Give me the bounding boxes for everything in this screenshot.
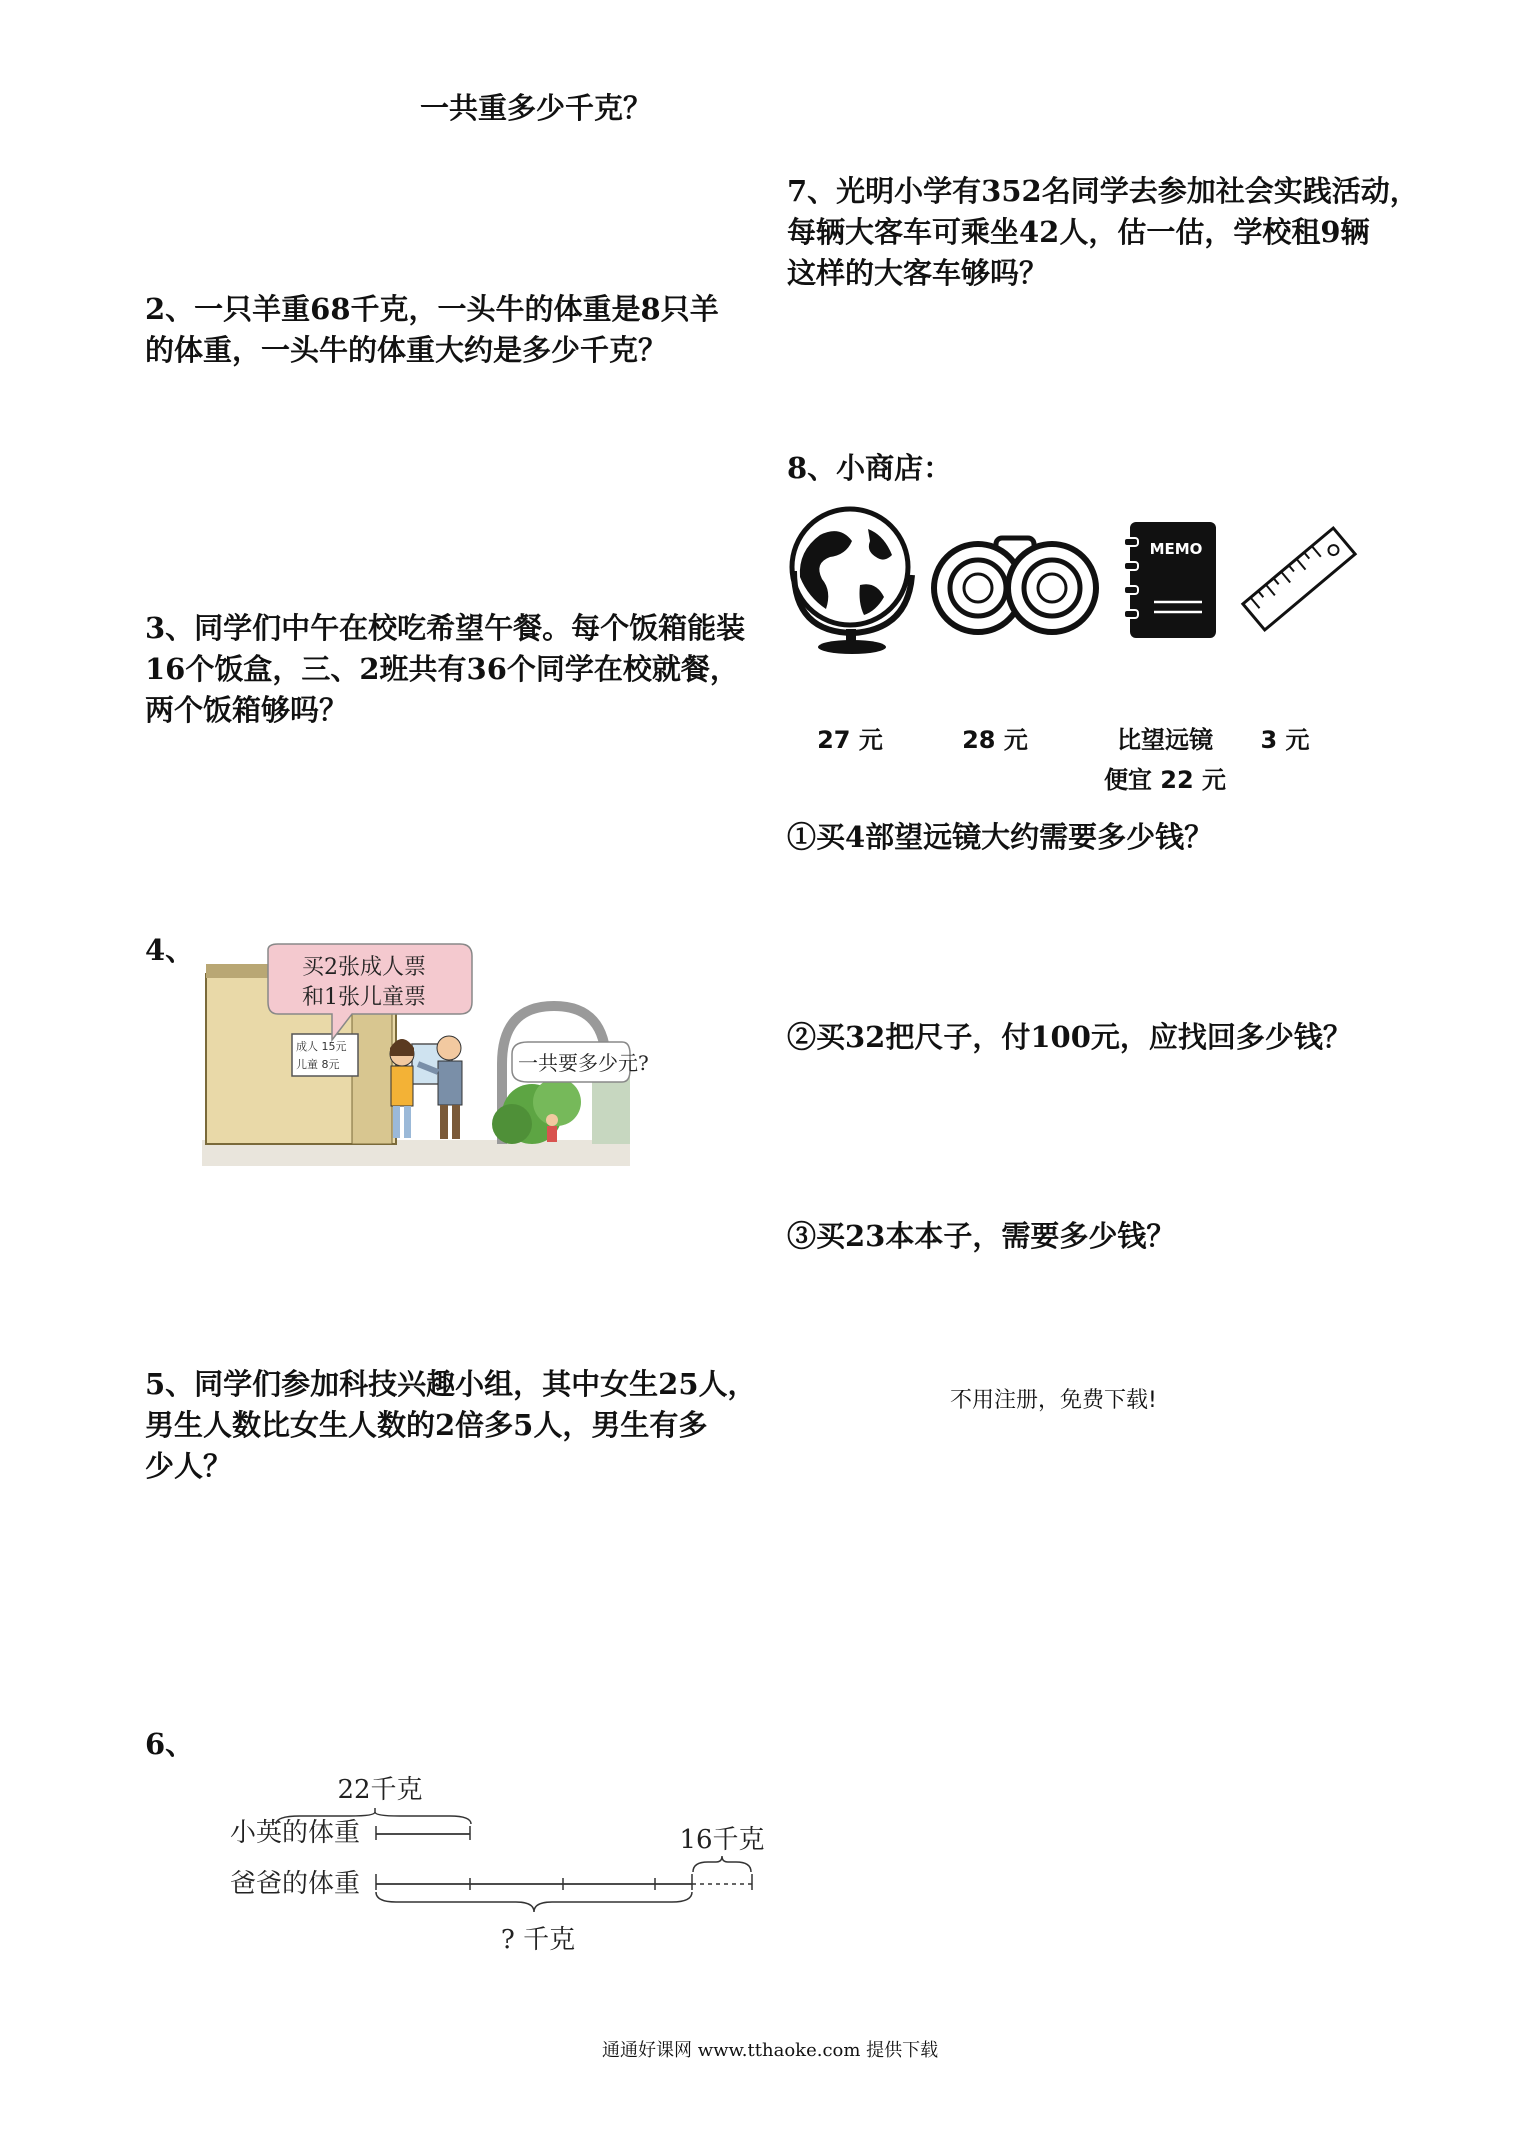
label-22-kg: 22千克 (337, 1775, 423, 1805)
question-4-label: 4、 (145, 933, 195, 967)
price-globe: 27 元 (817, 726, 883, 754)
speech-bubble-question: 一共要多少元? (518, 1051, 649, 1075)
label-xiaoying-weight: 小英的体重 (230, 1818, 361, 1848)
question-2: 2、一只羊重68千克，一头牛的体重是8只羊 的体重，一头牛的体重大约是多少千克？ (145, 292, 719, 367)
svg-text:MEMO: MEMO (1149, 540, 1203, 558)
price-binoculars: 28 元 (962, 726, 1028, 754)
label-16-kg: 16千克 (679, 1825, 765, 1855)
ticket-price-sign: 成人 15元 (296, 1040, 347, 1053)
question-8-title: 8、小商店： (787, 451, 953, 485)
question-7: 7、光明小学有352名同学去参加社会实践活动， 每辆大客车可乘坐42人，估一估，学校租9辆 这样的大客车够吗？ (787, 174, 1419, 290)
speech-bubble-adult: 买2张成人票 (302, 955, 426, 980)
school-gate-scene (202, 944, 649, 1166)
label-father-weight: 爸爸的体重 (230, 1869, 361, 1899)
price-ruler: 3 元 (1260, 726, 1310, 754)
question-5: 5、同学们参加科技兴趣小组，其中女生25人， 男生人数比女生人数的2倍多5人，男生有多 少人？ (145, 1367, 757, 1483)
question-3: 3、同学们中午在校吃希望午餐。每个饭箱能装 16个饭盒，三、2班共有36个同学在校就餐， 两个饭箱够吗？ (145, 611, 746, 727)
weight-comparison-diagram (220, 1768, 780, 1968)
question-6-label: 6、 (145, 1727, 195, 1761)
question-8-sub-3: ③买23本本子，需要多少钱？ (787, 1219, 1176, 1253)
ticket-scene-illustration (202, 944, 649, 1166)
binoculars-icon (930, 510, 1100, 650)
ruler-icon (1238, 518, 1360, 640)
globe-icon (780, 505, 930, 655)
page-footer: 通通好课网 www.tthaoke.com 提供下载 (602, 2040, 939, 2061)
memo-notebook-icon (1120, 518, 1220, 642)
price-memo-notebook: 比望远镜 便宜 22 元 (1103, 726, 1227, 794)
question-8-sub-2: ②买32把尺子，付100元，应找回多少钱？ (787, 1020, 1352, 1054)
svg-text:和1张儿童票: 和1张儿童票 (302, 985, 426, 1010)
svg-text:儿童 8元: 儿童 8元 (296, 1058, 340, 1071)
free-download-note: 不用注册，免费下载! (950, 1388, 1157, 1413)
question-1-tail: 一共重多少千克？ (420, 91, 653, 125)
label-unknown-kg: ? 千克 (500, 1925, 576, 1955)
question-8-sub-1: ①买4部望远镜大约需要多少钱？ (787, 820, 1214, 854)
